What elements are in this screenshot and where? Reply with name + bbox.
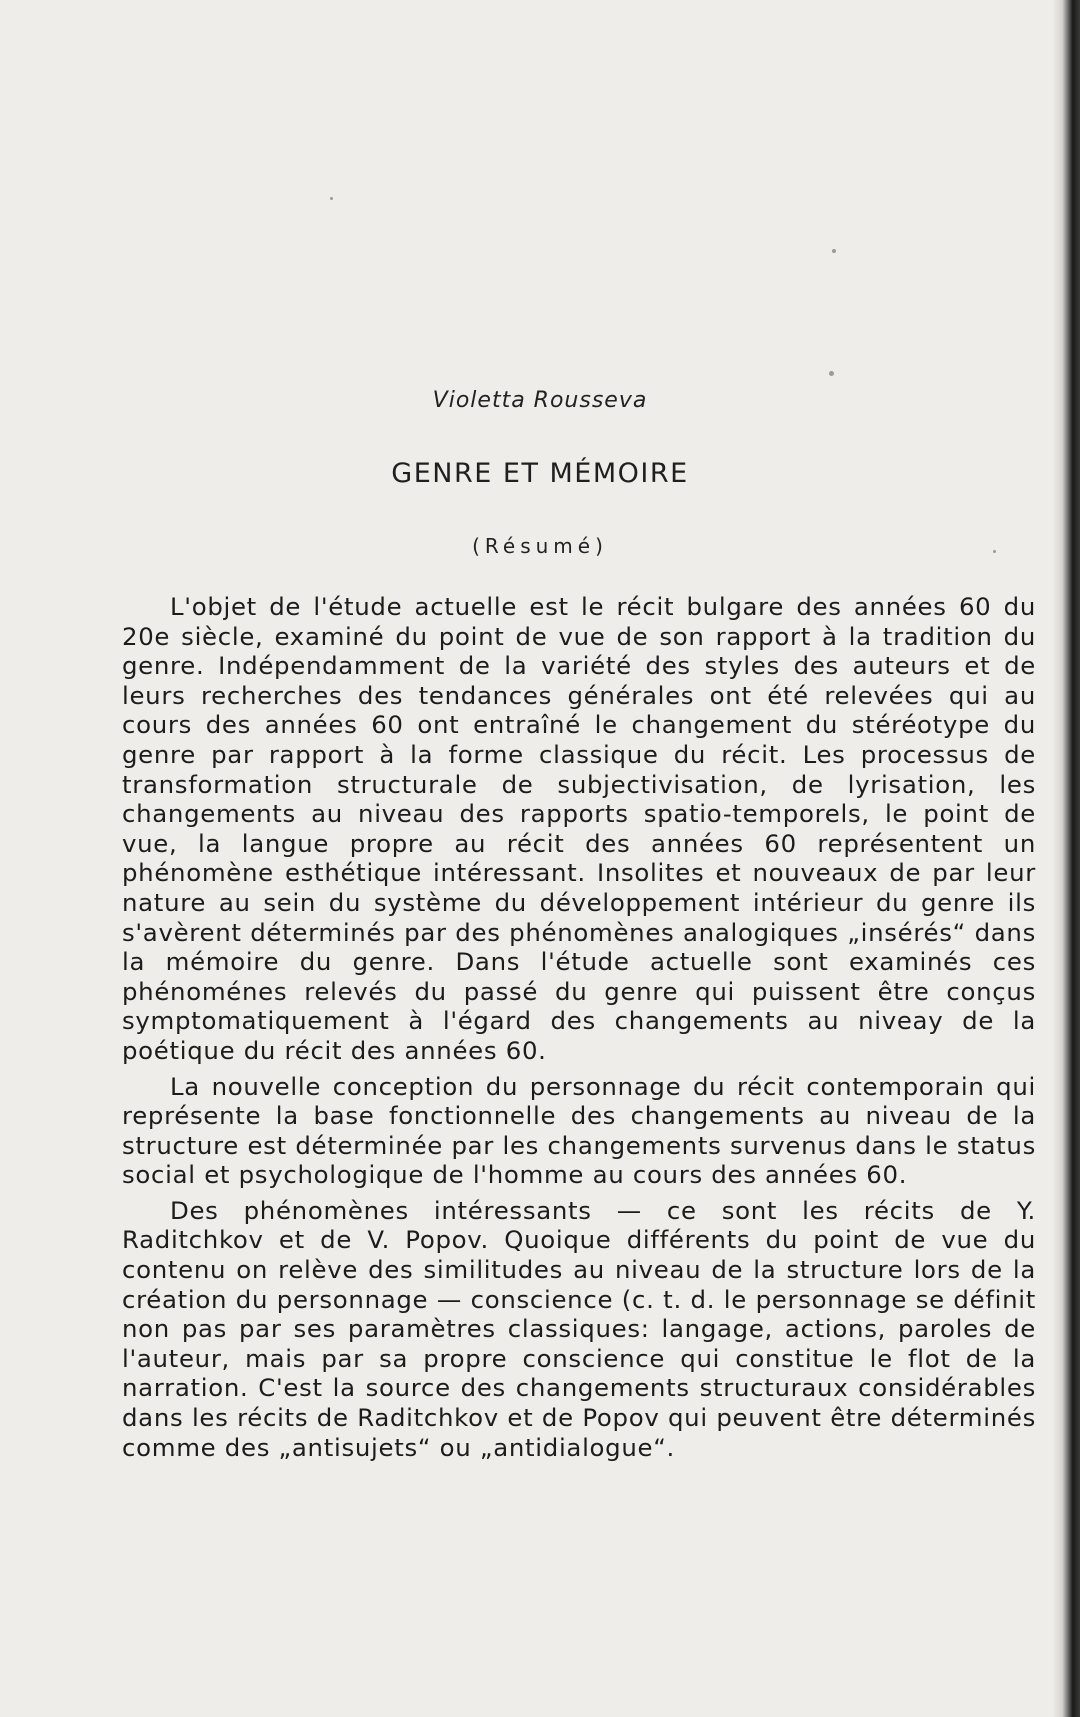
subtitle: (Résumé) [472,534,608,558]
book-binding-edge [1062,0,1080,1717]
paragraph: La nouvelle conception du personnage du récit contemporain qui représente la base fonctionnelle des changements au niveau de la structure est déterminée par les changements survenus dans le status social et psychologique de l'homme au cours des années 60. [122,1071,1036,1190]
paper-speck [829,371,834,376]
paper-speck [330,197,333,200]
paragraph: Des phénomènes intéressants — ce sont les récits de Y. Raditchkov et de V. Popov. Quoique différents du point de vue du contenu on relève des similitudes au niveau de la structure lors de la création du personnage — conscience (c. t. d. le personnage se définit non pas par ses paramètres classiques: langage, actions, paroles de l'auteur, mais par sa propre conscience qui constitue le flot de la narration. C'est la source des changements structuraux considérables dans les récits de Raditchkov et de Popov qui peuvent être déterminés comme des „antisujets“ ou „antidialogue“. [122,1195,1036,1462]
paper-speck [832,249,836,253]
author-name: Violetta Rousseva [432,388,648,413]
body-text [122,592,1036,1462]
binding-shadow [1052,0,1062,1717]
paper-speck [993,550,996,553]
page-title: GENRE ET MÉMOIRE [391,458,689,489]
paragraph: L'objet de l'étude actuelle est le récit bulgare des années 60 du 20e siècle, examiné du point de vue de son rapport à la tradition du genre. Indépendamment de la variété des styles des auteurs et de leurs recherches des tendances générales ont été relevées qui au cours des années 60 ont entraîné le changement du stéréotype du genre par rapport à la forme classique du récit. Les processus de transformation structurale de subjectivisation, de lyrisation, les changements au niveau des rapports spatio-temporels, le point de vue, la langue propre au récit des années 60 représentent un phénomène esthétique intéressant. Insolites et nouveaux de par leur nature au sein du système du développement intérieur du genre ils s'avèrent déterminés par des phénomènes analogiques „insérés“ dans la mémoire du genre. Dans l'étude actuelle sont examinés ces phénoménes relevés du passé du genre qui puissent être conçus symptomatiquement à l'égard des changements au niveay de la poétique du récit des années 60. [122,592,1036,1065]
